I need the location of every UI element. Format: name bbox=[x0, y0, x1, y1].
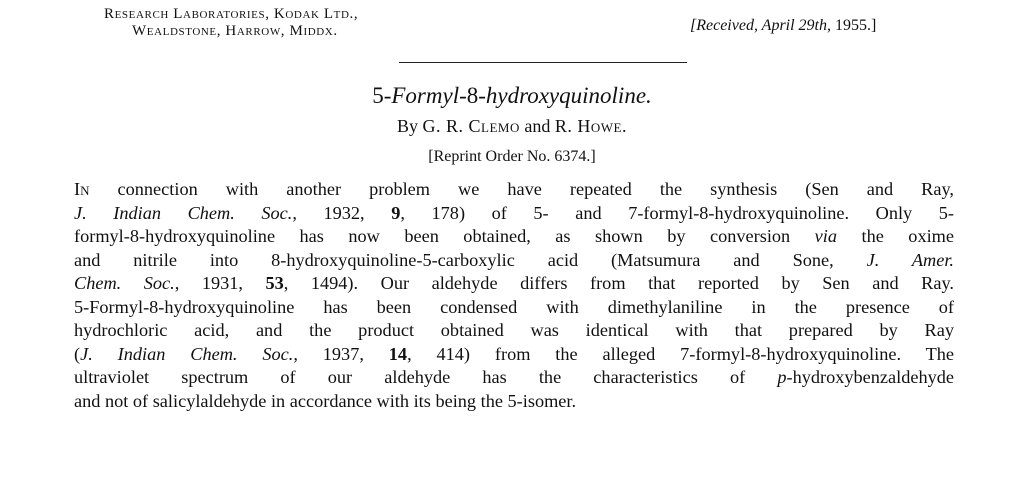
reprint-order: [Reprint Order No. 6374.] bbox=[428, 148, 596, 165]
body-text: , 178) of 5- and 7-formyl-8-hydroxyquinoline. Only 5- bbox=[400, 202, 955, 223]
volume-number: 14 bbox=[388, 343, 408, 364]
italic-p: p bbox=[777, 367, 787, 387]
section-divider bbox=[399, 62, 687, 63]
body-text: ( bbox=[74, 343, 81, 364]
volume-number: 9 bbox=[391, 202, 401, 223]
title-number-2: 8- bbox=[466, 83, 486, 108]
body-text: , 1937, bbox=[293, 343, 364, 364]
body-line-6: 5-Formyl-8-hydroxyquinoline has been condensed with dimethylaniline in the presence of bbox=[74, 296, 954, 317]
body-line-5 bbox=[74, 272, 954, 296]
journal-citation: J. Amer. bbox=[866, 249, 954, 270]
volume-number: 53 bbox=[265, 273, 284, 293]
body-paragraph bbox=[74, 178, 954, 413]
body-text: connection with another problem we have repeated the synthesis (Sen and Ray, bbox=[117, 179, 954, 199]
body-text: , 1931, bbox=[174, 273, 243, 293]
journal-citation: Chem. Soc. bbox=[74, 273, 175, 293]
body-line-4 bbox=[74, 249, 954, 273]
body-line-10: and not of salicylaldehyde in accordance with its being the 5-isomer. bbox=[74, 390, 577, 411]
title-rest: hydroxyquinoline. bbox=[485, 83, 652, 108]
body-line-9 bbox=[74, 366, 954, 390]
body-line-1 bbox=[74, 178, 954, 202]
received-date-text: [Received, April 29th, bbox=[690, 17, 831, 34]
body-line-2 bbox=[74, 202, 954, 226]
affiliation-line-2: Wealdstone, Harrow, Middx. bbox=[132, 23, 338, 39]
body-text: , 414) from the alleged 7-formyl-8-hydroxyquinoline. The bbox=[407, 343, 954, 364]
byline-by: By bbox=[397, 116, 419, 136]
journal-citation: J. Indian Chem. Soc. bbox=[80, 343, 294, 364]
body-line-3 bbox=[74, 225, 954, 249]
journal-citation: J. Indian Chem. Soc. bbox=[74, 202, 293, 223]
received-date bbox=[690, 17, 876, 35]
body-text: ultraviolet spectrum of our aldehyde has the characteristics of bbox=[74, 367, 746, 387]
body-line-7: hydrochloric acid, and the product obtained was identical with that prepared by Ray bbox=[74, 320, 954, 340]
affiliation-line-1: Research Laboratories, Kodak Ltd., bbox=[104, 6, 359, 22]
received-year: 1955.] bbox=[835, 17, 877, 34]
title-number: 5- bbox=[372, 83, 392, 108]
article-title bbox=[0, 83, 1024, 109]
body-text: -hydroxybenzaldehyde bbox=[786, 367, 955, 387]
body-text: and nitrile into 8-hydroxyquinoline-5-carboxylic acid (Matsumura and Sone, bbox=[74, 249, 834, 270]
italic-via: via bbox=[814, 226, 838, 246]
title-formyl: Formyl- bbox=[391, 83, 467, 108]
author-1: G. R. Clemo bbox=[422, 116, 520, 136]
byline bbox=[0, 116, 1024, 137]
body-line-8 bbox=[74, 343, 954, 367]
author-2: R. Howe. bbox=[554, 116, 627, 136]
byline-and: and bbox=[524, 116, 551, 136]
drop-word: In bbox=[74, 179, 90, 199]
body-text: , 1494). Our aldehyde differs from that reported by Sen and Ray. bbox=[283, 273, 954, 293]
body-text: , 1932, bbox=[292, 202, 365, 223]
body-text: formyl-8-hydroxyquinoline has now been obtained, as shown by conversion bbox=[74, 226, 791, 246]
body-text: the oxime bbox=[861, 226, 955, 246]
